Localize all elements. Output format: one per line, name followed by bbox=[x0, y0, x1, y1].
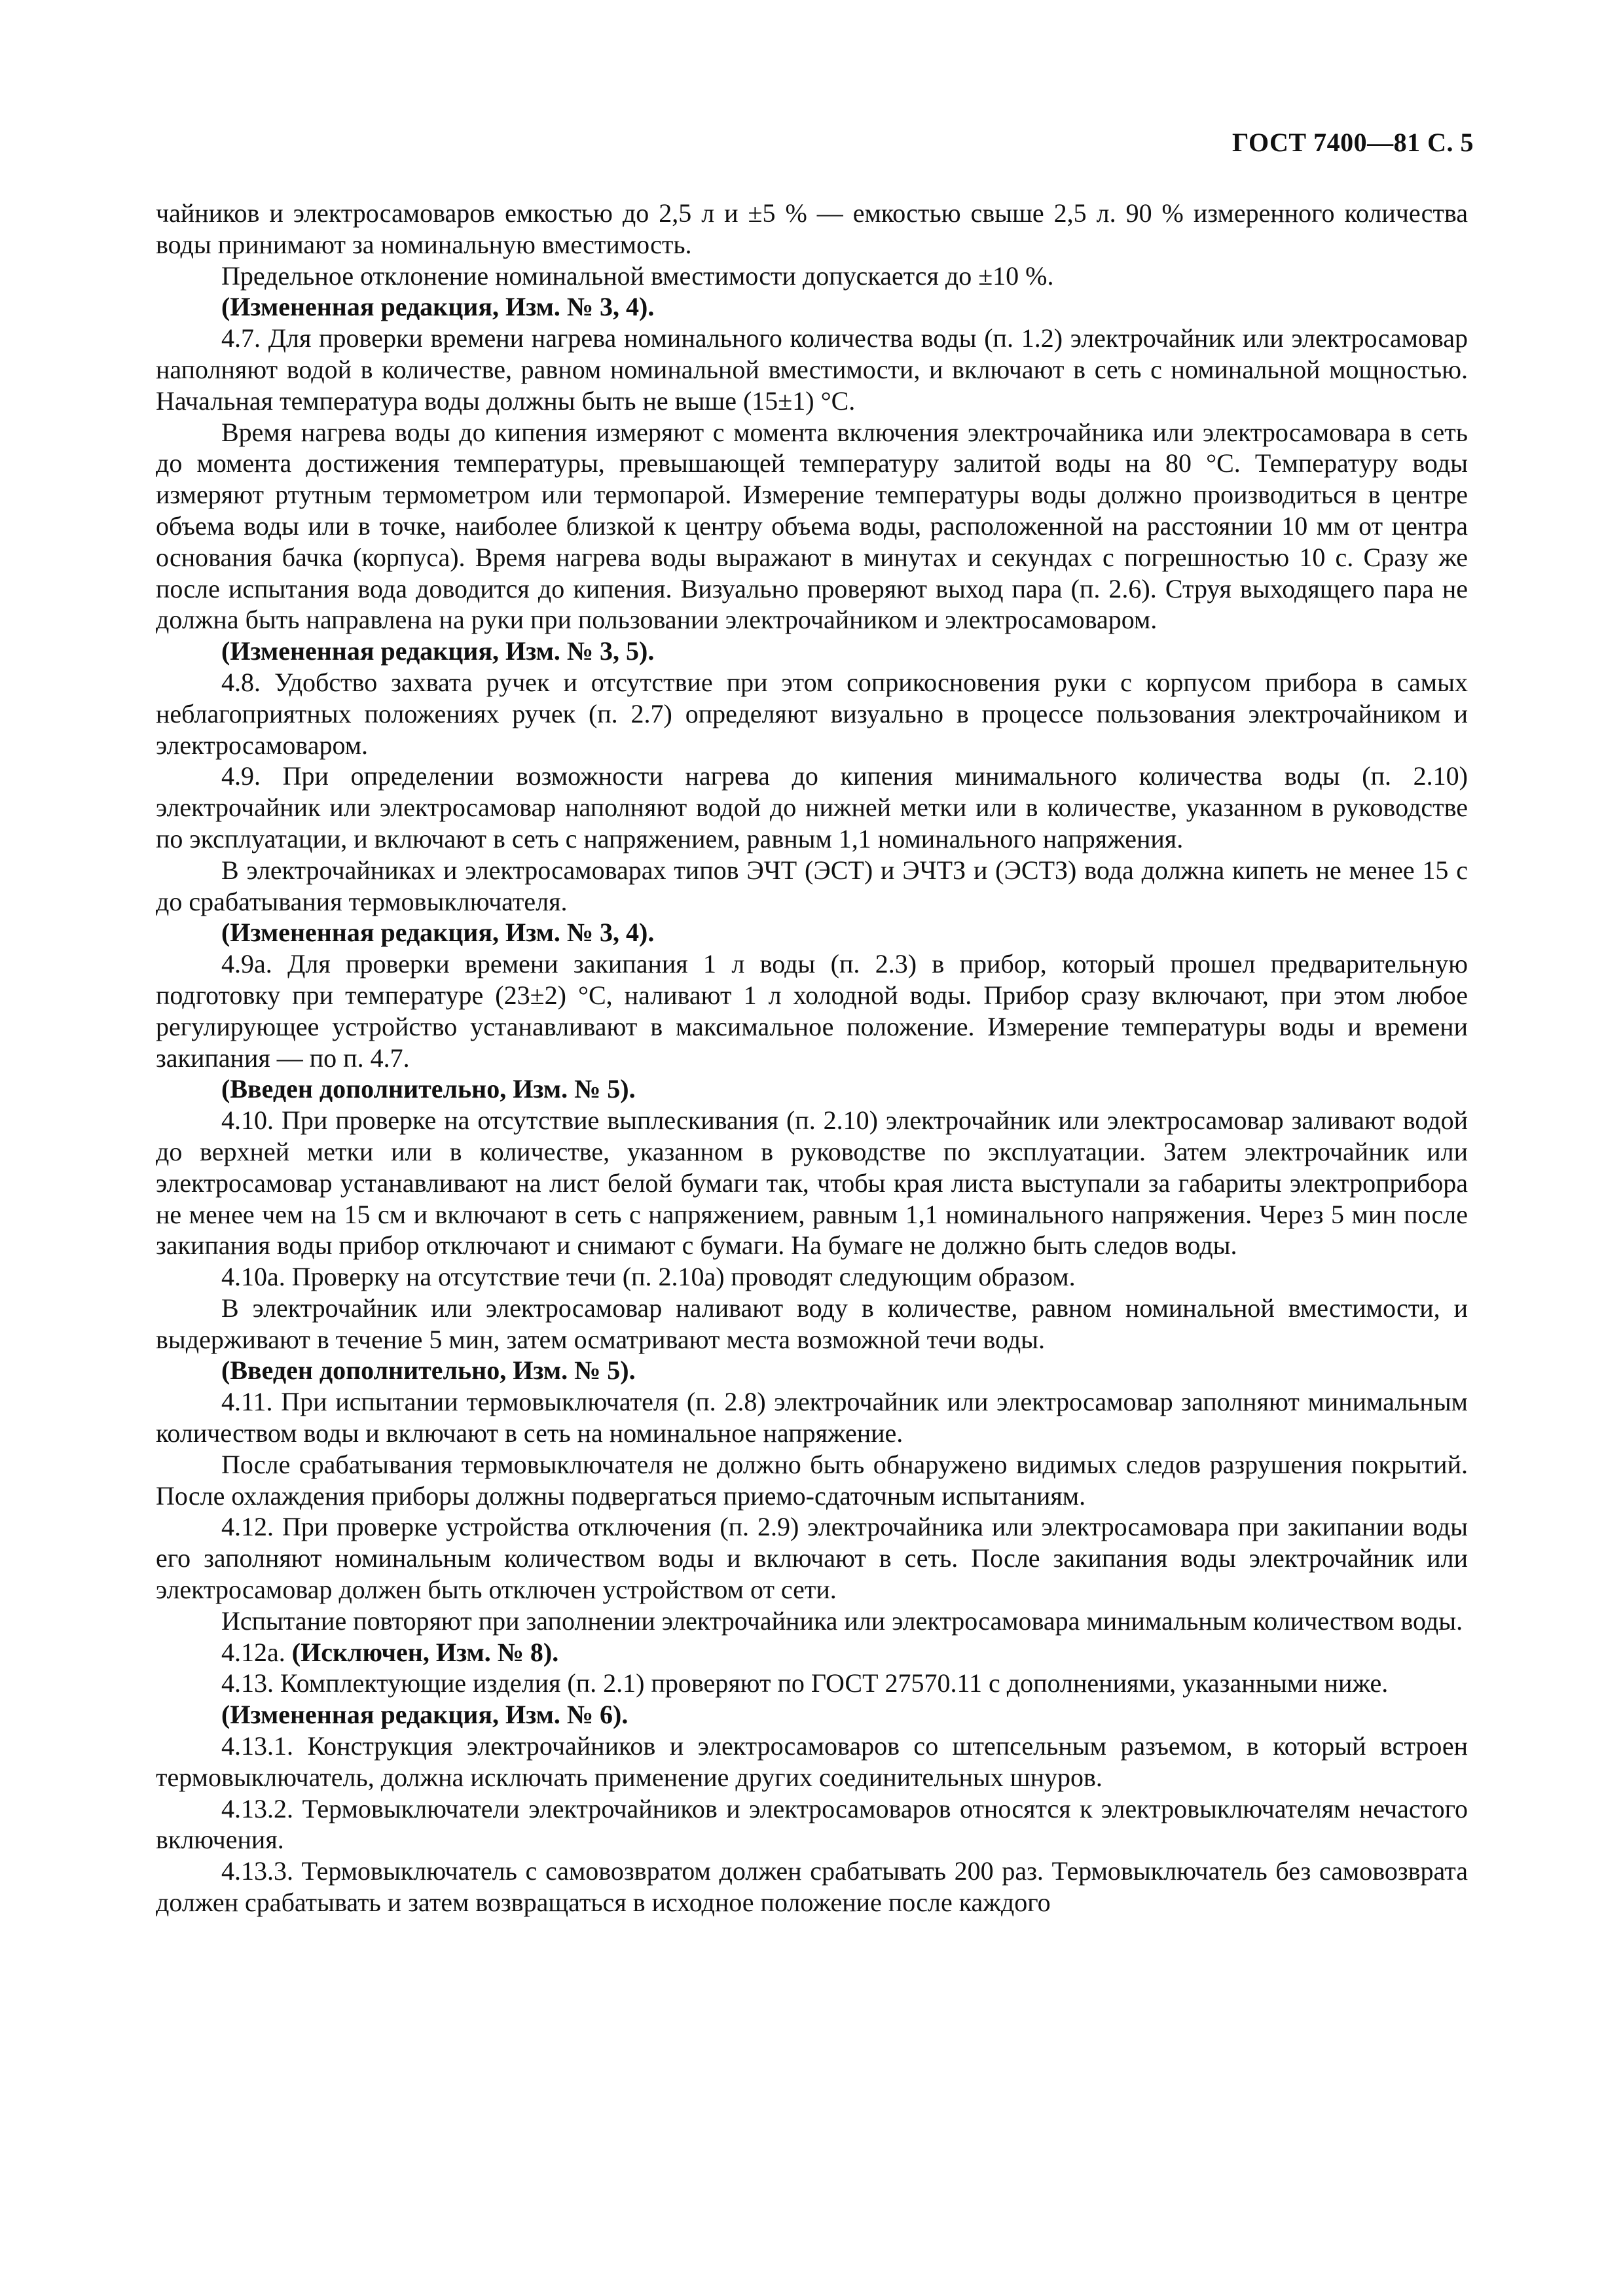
amendment-note-text: (Введен дополнительно, Изм. № 5). bbox=[221, 1074, 636, 1104]
paragraph: В электрочайник или электросамовар наливают воду в количестве, равном номинальной вместимости, и выдерживают в течение 5 мин, затем осматривают места возможной течи воды. bbox=[156, 1293, 1468, 1354]
amendment-note-text: (Измененная редакция, Изм. № 3, 4). bbox=[221, 918, 655, 948]
clause-4-10: 4.10. При проверке на отсутствие выплескивания (п. 2.10) электрочайник или электросамовар заливают водой до верхней метки или в количестве, указанном в руководстве по эксплуатации. Затем электрочайник или электросамовар устанавливают на лист белой бумаги так, чтобы края листа выступали за габариты электроприбора не менее чем на 15 см и включают в сеть с напряжением, равным 1,1 номинального напряжения. Через 5 мин после закипания воды прибор отключают и снимают с бумаги. На бумаге не должно быть следов воды. bbox=[156, 1105, 1468, 1261]
amendment-note bbox=[156, 636, 1468, 667]
document-body bbox=[156, 198, 1468, 1918]
clause-4-13-2: 4.13.2. Термовыключатели электрочайников и электросамоваров относятся к электровыключателям нечастого включения. bbox=[156, 1793, 1468, 1855]
clause-4-12a bbox=[156, 1637, 1468, 1668]
page-header: ГОСТ 7400—81 С. 5 bbox=[1231, 128, 1474, 157]
clause-4-8: 4.8. Удобство захвата ручек и отсутствие при этом соприкосновения руки с корпусом прибора в самых неблагоприятных положениях ручек (п. 2.7) определяют визуально в процессе пользования электрочайником и электросамоваром. bbox=[156, 667, 1468, 760]
clause-4-9: 4.9. При определении возможности нагрева до кипения минимального количества воды (п. 2.10) электрочайник или электросамовар наполняют водой до нижней метки или в количестве, указанном в руководстве по эксплуатации, и включают в сеть с напряжением, равным 1,1 номинального напряжения. bbox=[156, 761, 1468, 853]
amendment-note bbox=[156, 1073, 1468, 1105]
clause-4-13: 4.13. Комплектующие изделия (п. 2.1) проверяют по ГОСТ 27570.11 с дополнениями, указанными ниже. bbox=[221, 1668, 1389, 1698]
amendment-note bbox=[156, 1699, 1468, 1731]
clause-4-11: 4.11. При испытании термовыключателя (п. 2.8) электрочайник или электросамовар заполняют минимальным количеством воды и включают в сеть на номинальное напряжение. bbox=[156, 1387, 1468, 1448]
paragraph: чайников и электросамоваров емкостью до 2,5 л и ±5 % — емкостью свыше 2,5 л. 90 % измеренного количества воды принимают за номинальную вместимость. bbox=[156, 198, 1468, 259]
amendment-note-text: (Исключен, Изм. № 8). bbox=[291, 1637, 559, 1667]
paragraph: Испытание повторяют при заполнении электрочайника или электросамовара минимальным количеством воды. bbox=[221, 1605, 1463, 1636]
paragraph: Время нагрева воды до кипения измеряют с момента включения электрочайника или электросамовара в сеть до момента достижения температуры, превышающей температуру залитой воды на 80 °С. Температуру воды измеряют ртутным термометром или термопарой. Измерение температуры воды должно производиться в центре объема воды или в точке, наиболее близкой к центру объема воды, расположенной на расстоянии 10 мм от центра основания бачка (корпуса). Время нагрева воды выражают в минутах и секундах с погрешностью 10 с. Сразу же после испытания вода доводится до кипения. Визуально проверяют выход пара (п. 2.6). Струя выходящего пара не должна быть направлена на руки при пользовании электрочайником и электросамоваром. bbox=[156, 417, 1468, 635]
amendment-note-text: (Введен дополнительно, Изм. № 5). bbox=[221, 1355, 636, 1386]
clause-4-7: 4.7. Для проверки времени нагрева номинального количества воды (п. 1.2) электрочайник или электросамовар наполняют водой в количестве, равном номинальной вместимости, и включают в сеть с номинальной мощностью. Начальная температура воды должны быть не выше (15±1) °С. bbox=[156, 323, 1468, 416]
clause-4-9a: 4.9а. Для проверки времени закипания 1 л воды (п. 2.3) в прибор, который прошел предварительную подготовку при температуре (23±2) °С, наливают 1 л холодной воды. Прибор сразу включают, при этом любое регулирующее устройство устанавливают в максимальное положение. Измерение температуры воды и времени закипания — по п. 4.7. bbox=[156, 949, 1468, 1073]
clause-number: 4.12а. bbox=[221, 1637, 285, 1667]
amendment-note bbox=[156, 917, 1468, 948]
clause-4-12: 4.12. При проверке устройства отключения (п. 2.9) электрочайника или электросамовара при закипании воды его заполняют номинальным количеством воды и включают в сеть. После закипания воды электрочайник или электросамовар должен быть отключен устройством от сети. bbox=[156, 1512, 1468, 1605]
clause-4-13-1: 4.13.1. Конструкция электрочайников и электросамоваров со штепсельным разъемом, в который встроен термовыключатель, должна исключать применение других соединительных шнуров. bbox=[156, 1731, 1468, 1792]
amendment-note-text: (Измененная редакция, Изм. № 6). bbox=[221, 1700, 629, 1730]
clause-4-13-3: 4.13.3. Термовыключатель с самовозвратом должен срабатывать 200 раз. Термовыключатель без самовозврата должен срабатывать и затем возвращаться в исходное положение после каждого bbox=[156, 1856, 1468, 1918]
paragraph: После срабатывания термовыключателя не должно быть обнаружено видимых следов разрушения покрытий. После охлаждения приборы должны подвергаться приемо-сдаточным испытаниям. bbox=[156, 1449, 1468, 1511]
amendment-note bbox=[156, 1355, 1468, 1386]
amendment-note-text: (Измененная редакция, Изм. № 3, 4). bbox=[221, 292, 655, 322]
paragraph: В электрочайниках и электросамоварах типов ЭЧТ (ЭСТ) и ЭЧТЗ и (ЭСТЗ) вода должна кипеть не менее 15 с до срабатывания термовыключателя. bbox=[156, 855, 1468, 916]
amendment-note-text: (Измененная редакция, Изм. № 3, 5). bbox=[221, 636, 655, 666]
paragraph: Предельное отклонение номинальной вместимости допускается до ±10 %. bbox=[221, 260, 1054, 291]
amendment-note bbox=[156, 291, 1468, 323]
clause-4-10a: 4.10а. Проверку на отсутствие течи (п. 2.10а) проводят следующим образом. bbox=[221, 1262, 1076, 1292]
